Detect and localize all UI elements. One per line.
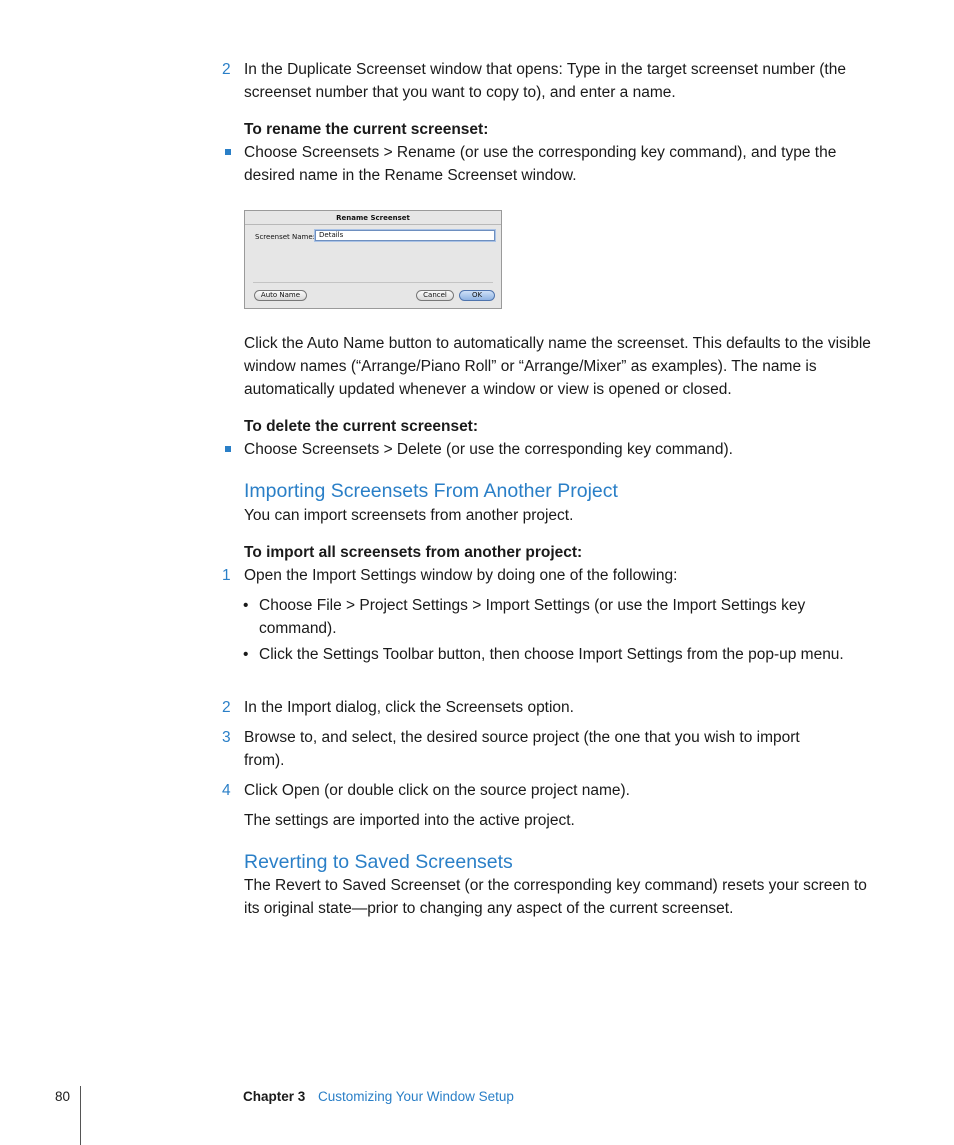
- import-result-text: The settings are imported into the active project.: [244, 812, 575, 829]
- bullet-dot-icon: •: [243, 646, 249, 663]
- sub-bullet-text: Click the Settings Toolbar button, then choose Import Settings from the pop-up menu.: [259, 646, 844, 663]
- page-number: 80: [55, 1089, 71, 1104]
- step-number: 2: [222, 61, 231, 78]
- step-text: In the Import dialog, click the Screensets option.: [244, 699, 574, 716]
- bullet-square-icon: [225, 149, 231, 155]
- screenset-name-field[interactable]: Details: [315, 230, 495, 241]
- rename-screenset-dialog: [244, 210, 502, 309]
- auto-name-paragraph: Click the Auto Name button to automatically name the screenset. This defaults to the visible window names (“Arrange/Piano Roll” or “Arrange/Mixer” as examples). The name is automatically updated whenever a window or view is opened or closed.: [244, 335, 871, 398]
- step-number: 3: [222, 729, 231, 746]
- section-heading-reverting: Reverting to Saved Screensets: [244, 851, 513, 873]
- bullet-text-rename: Choose Screensets > Rename (or use the corresponding key command), and type the desired name in the Rename Screenset window.: [244, 144, 837, 184]
- footer-chapter: Chapter 3: [243, 1089, 306, 1104]
- auto-name-button[interactable]: Auto Name: [254, 290, 307, 301]
- dialog-divider: [253, 282, 493, 283]
- dialog-title-separator: [245, 224, 501, 225]
- step-text: Click Open (or double click on the source project name).: [244, 782, 630, 799]
- cancel-button[interactable]: Cancel: [416, 290, 454, 301]
- footer-divider: [80, 1086, 81, 1145]
- bullet-text-delete: Choose Screensets > Delete (or use the corresponding key command).: [244, 441, 733, 458]
- step-text: Browse to, and select, the desired source project (the one that you wish to import from).: [244, 729, 800, 769]
- section-heading-importing: Importing Screensets From Another Project: [244, 480, 618, 502]
- step-number: 2: [222, 699, 231, 716]
- step-text: Open the Import Settings window by doing one of the following:: [244, 567, 678, 584]
- dialog-title: Rename Screenset: [336, 214, 410, 222]
- step-text: In the Duplicate Screenset window that opens: Type in the target screenset number (the screenset number that you want to copy to), and enter a name.: [244, 61, 846, 101]
- task-heading-rename: To rename the current screenset:: [244, 121, 489, 138]
- footer-chapter-title: Customizing Your Window Setup: [318, 1089, 514, 1104]
- step-number: 1: [222, 567, 231, 584]
- screenset-name-label: Screenset Name:: [255, 233, 315, 241]
- bullet-dot-icon: •: [243, 597, 249, 614]
- importing-intro: You can import screensets from another project.: [244, 507, 574, 524]
- task-heading-delete: To delete the current screenset:: [244, 418, 479, 435]
- bullet-square-icon: [225, 446, 231, 452]
- step-number: 4: [222, 782, 231, 799]
- task-heading-import: To import all screensets from another project:: [244, 544, 583, 561]
- sub-bullet-text: Choose File > Project Settings > Import Settings (or use the Import Settings key command).: [259, 597, 806, 637]
- ok-button[interactable]: OK: [459, 290, 495, 301]
- reverting-text: The Revert to Saved Screenset (or the corresponding key command) resets your screen to its original state—prior to changing any aspect of the current screenset.: [244, 877, 867, 917]
